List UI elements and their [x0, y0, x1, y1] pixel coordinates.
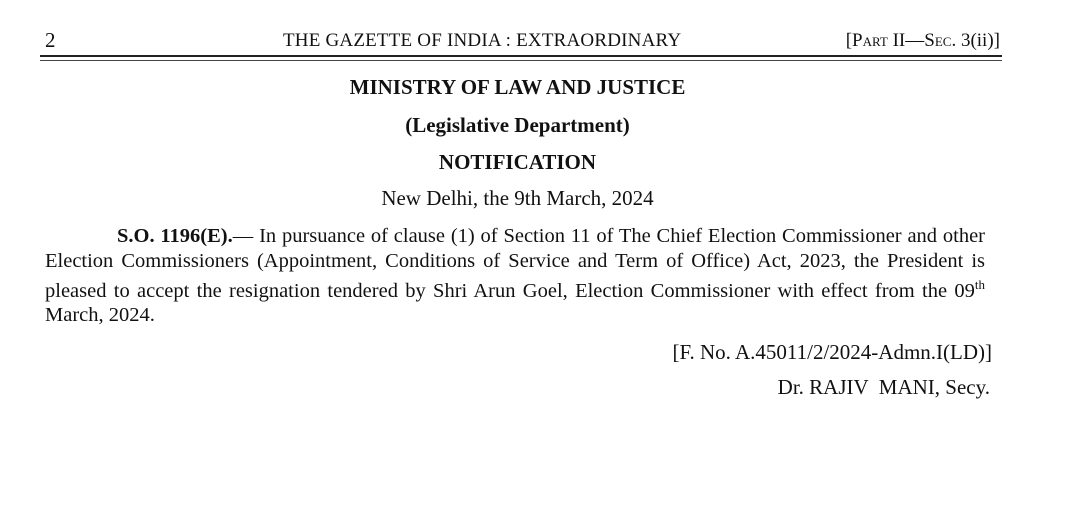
ministry-heading: MINISTRY OF LAW AND JUSTICE	[349, 75, 686, 99]
section-number: . 3(ii)]	[951, 30, 1000, 51]
section-word: ec	[934, 30, 952, 51]
part-word: art	[862, 30, 888, 51]
header-rule-thin	[40, 60, 1002, 61]
part-open: [P	[845, 30, 863, 51]
header-rule-thick	[40, 55, 1002, 57]
gazette-header	[45, 28, 1000, 56]
signatory: Dr. RAJIV MANI, Secy.	[777, 375, 990, 399]
part-section-reference	[846, 30, 1000, 52]
department-heading: (Legislative Department)	[405, 113, 630, 137]
file-reference: [F. No. A.45011/2/2024-Admn.I(LD)]	[672, 340, 992, 364]
ordinal-superscript: th	[974, 277, 985, 292]
part-number: II—S	[887, 30, 935, 51]
dateline: New Delhi, the 9th March, 2024	[381, 186, 654, 210]
order-text-end: March, 2024.	[45, 304, 155, 327]
gazette-title: THE GAZETTE OF INDIA : EXTRAORDINARY	[283, 30, 682, 51]
order-paragraph	[45, 224, 985, 328]
notification-heading: NOTIFICATION	[438, 150, 597, 174]
order-number: S.O. 1196(E).	[117, 225, 233, 247]
order-text: — In pursuance of clause (1) of Section 11 of The Chief Election Commissioner and other Election Commissioners (Appointment, Conditions of Service and Term of Office) Act, 2023, the President is pleased to accept the resignation tendered by Shri Arun Goel, Election Commissioner with effect from the 09	[45, 225, 986, 302]
page-number: 2	[45, 28, 56, 52]
